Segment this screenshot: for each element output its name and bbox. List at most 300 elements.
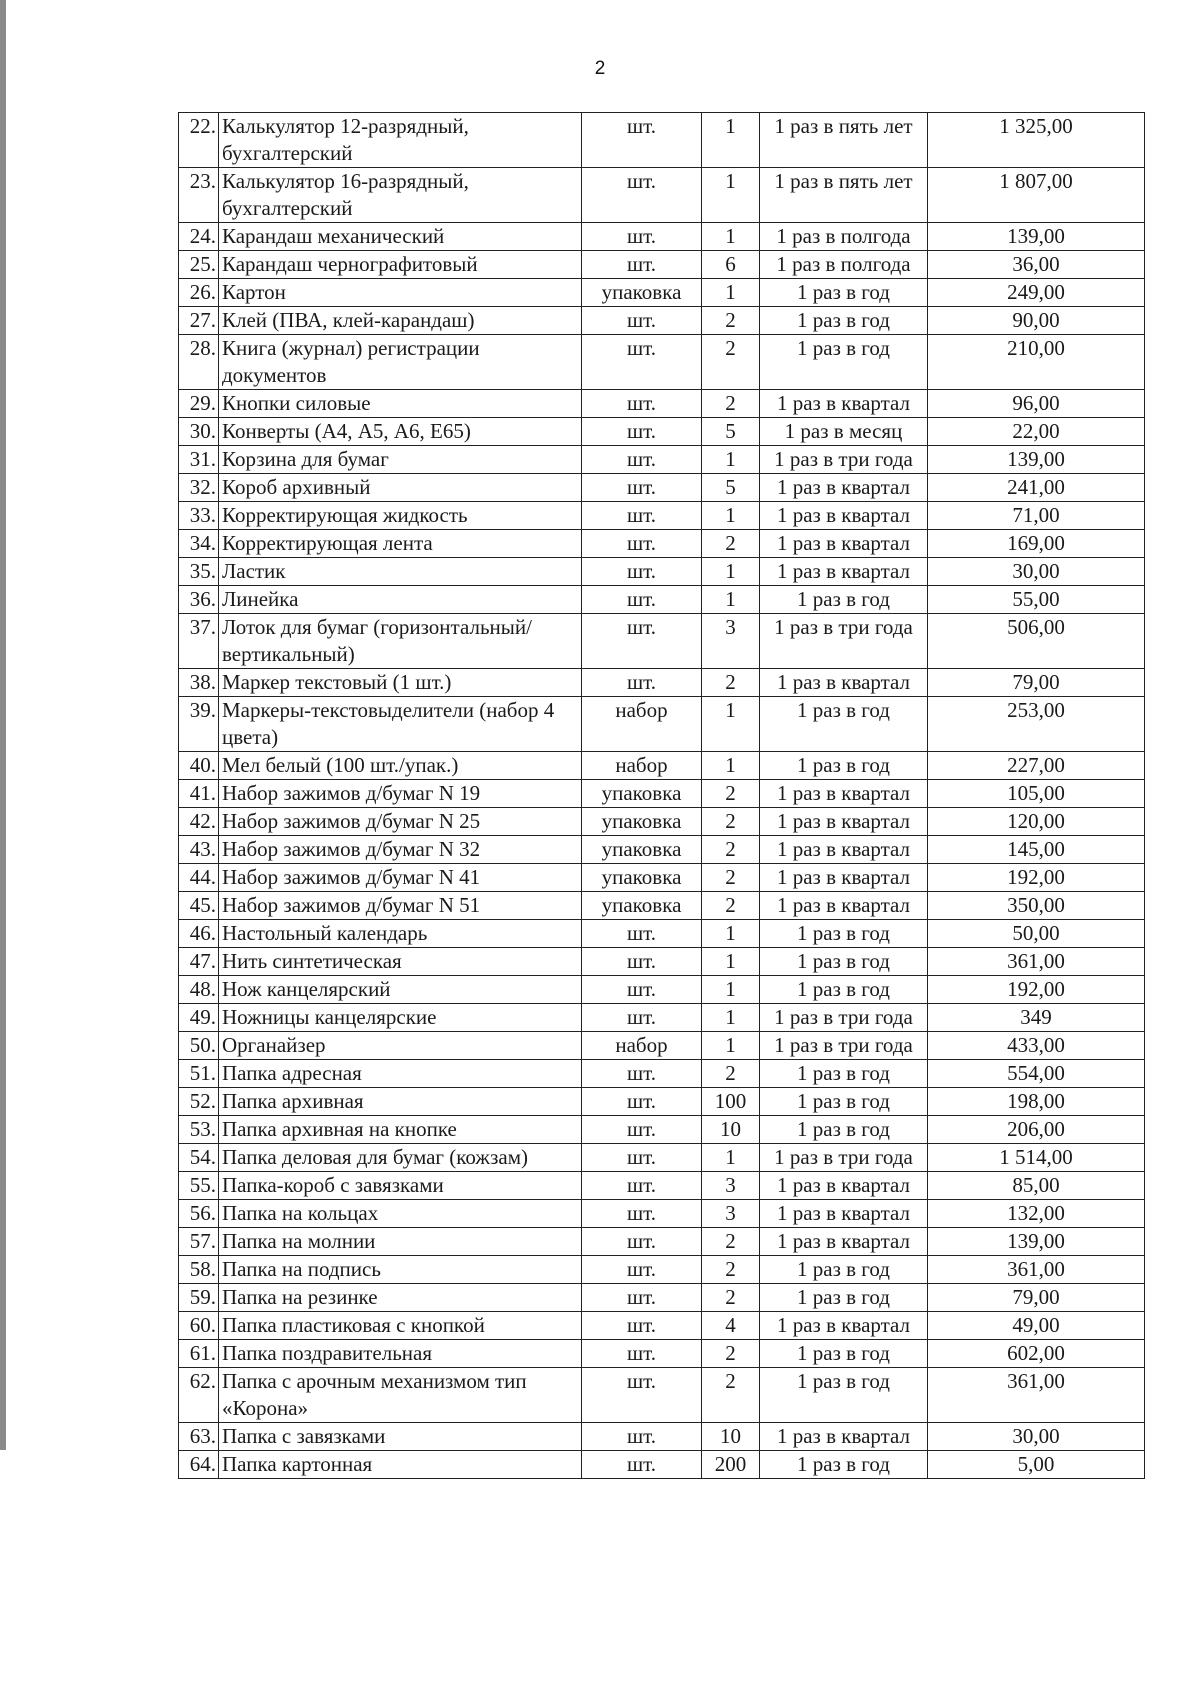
unit-of-measure: шт. — [582, 530, 702, 558]
row-number: 49. — [179, 1004, 219, 1032]
table-row — [179, 752, 1145, 780]
price: 139,00 — [928, 223, 1145, 251]
quantity: 10 — [702, 1423, 760, 1451]
quantity: 1 — [702, 279, 760, 307]
unit-of-measure: упаковка — [582, 780, 702, 808]
price: 120,00 — [928, 808, 1145, 836]
price: 1 325,00 — [928, 113, 1145, 168]
replacement-frequency: 1 раз в год — [760, 586, 928, 614]
price: 139,00 — [928, 446, 1145, 474]
price: 350,00 — [928, 892, 1145, 920]
price: 71,00 — [928, 502, 1145, 530]
item-name: Папка на кольцах — [219, 1200, 582, 1228]
replacement-frequency: 1 раз в квартал — [760, 669, 928, 697]
replacement-frequency: 1 раз в квартал — [760, 892, 928, 920]
item-name: Корректирующая жидкость — [219, 502, 582, 530]
table-row — [179, 1032, 1145, 1060]
replacement-frequency: 1 раз в три года — [760, 614, 928, 669]
price: 361,00 — [928, 1368, 1145, 1423]
item-name: Папка с арочным механизмом тип «Корона» — [219, 1368, 582, 1423]
table-row — [179, 279, 1145, 307]
quantity: 1 — [702, 1144, 760, 1172]
replacement-frequency: 1 раз в год — [760, 697, 928, 752]
table-row — [179, 614, 1145, 669]
unit-of-measure: шт. — [582, 920, 702, 948]
unit-of-measure: шт. — [582, 1228, 702, 1256]
row-number: 59. — [179, 1284, 219, 1312]
unit-of-measure: упаковка — [582, 279, 702, 307]
unit-of-measure: шт. — [582, 1116, 702, 1144]
table-row — [179, 948, 1145, 976]
quantity: 1 — [702, 168, 760, 223]
quantity: 2 — [702, 1256, 760, 1284]
table-row — [179, 1368, 1145, 1423]
row-number: 26. — [179, 279, 219, 307]
replacement-frequency: 1 раз в квартал — [760, 390, 928, 418]
row-number: 36. — [179, 586, 219, 614]
quantity: 1 — [702, 446, 760, 474]
row-number: 47. — [179, 948, 219, 976]
row-number: 42. — [179, 808, 219, 836]
replacement-frequency: 1 раз в квартал — [760, 1423, 928, 1451]
unit-of-measure: шт. — [582, 586, 702, 614]
row-number: 64. — [179, 1451, 219, 1479]
row-number: 37. — [179, 614, 219, 669]
item-name: Карандаш чернографитовый — [219, 251, 582, 279]
price: 1 807,00 — [928, 168, 1145, 223]
quantity: 1 — [702, 920, 760, 948]
scan-edge-mark — [0, 0, 6, 1450]
table-row — [179, 780, 1145, 808]
unit-of-measure: шт. — [582, 669, 702, 697]
item-name: Набор зажимов д/бумаг N 19 — [219, 780, 582, 808]
unit-of-measure: шт. — [582, 1451, 702, 1479]
row-number: 63. — [179, 1423, 219, 1451]
replacement-frequency: 1 раз в квартал — [760, 1172, 928, 1200]
unit-of-measure: шт. — [582, 1004, 702, 1032]
table-row — [179, 446, 1145, 474]
price: 206,00 — [928, 1116, 1145, 1144]
quantity: 10 — [702, 1116, 760, 1144]
quantity: 1 — [702, 223, 760, 251]
quantity: 1 — [702, 586, 760, 614]
price: 5,00 — [928, 1451, 1145, 1479]
item-name: Набор зажимов д/бумаг N 25 — [219, 808, 582, 836]
unit-of-measure: шт. — [582, 614, 702, 669]
table-row — [179, 418, 1145, 446]
quantity: 2 — [702, 836, 760, 864]
table-row — [179, 1200, 1145, 1228]
price: 132,00 — [928, 1200, 1145, 1228]
quantity: 2 — [702, 780, 760, 808]
row-number: 24. — [179, 223, 219, 251]
unit-of-measure: упаковка — [582, 836, 702, 864]
unit-of-measure: шт. — [582, 446, 702, 474]
price: 210,00 — [928, 335, 1145, 390]
row-number: 38. — [179, 669, 219, 697]
row-number: 58. — [179, 1256, 219, 1284]
quantity: 2 — [702, 1060, 760, 1088]
replacement-frequency: 1 раз в квартал — [760, 1200, 928, 1228]
table-row — [179, 1060, 1145, 1088]
price: 30,00 — [928, 1423, 1145, 1451]
item-name: Набор зажимов д/бумаг N 51 — [219, 892, 582, 920]
replacement-frequency: 1 раз в пять лет — [760, 113, 928, 168]
quantity: 2 — [702, 1368, 760, 1423]
row-number: 25. — [179, 251, 219, 279]
item-name: Папка пластиковая с кнопкой — [219, 1312, 582, 1340]
row-number: 33. — [179, 502, 219, 530]
quantity: 2 — [702, 1284, 760, 1312]
row-number: 55. — [179, 1172, 219, 1200]
unit-of-measure: шт. — [582, 168, 702, 223]
price: 433,00 — [928, 1032, 1145, 1060]
unit-of-measure: шт. — [582, 418, 702, 446]
price: 79,00 — [928, 1284, 1145, 1312]
row-number: 51. — [179, 1060, 219, 1088]
row-number: 22. — [179, 113, 219, 168]
quantity: 3 — [702, 1172, 760, 1200]
price: 361,00 — [928, 948, 1145, 976]
item-name: Калькулятор 12-разрядный, бухгалтерский — [219, 113, 582, 168]
replacement-frequency: 1 раз в квартал — [760, 502, 928, 530]
item-name: Папка деловая для бумаг (кожзам) — [219, 1144, 582, 1172]
quantity: 100 — [702, 1088, 760, 1116]
replacement-frequency: 1 раз в квартал — [760, 474, 928, 502]
quantity: 6 — [702, 251, 760, 279]
table-row — [179, 586, 1145, 614]
item-name: Маркер текстовый (1 шт.) — [219, 669, 582, 697]
item-name: Папка картонная — [219, 1451, 582, 1479]
table-row — [179, 669, 1145, 697]
item-name: Линейка — [219, 586, 582, 614]
quantity: 1 — [702, 113, 760, 168]
replacement-frequency: 1 раз в квартал — [760, 530, 928, 558]
item-name: Карандаш механический — [219, 223, 582, 251]
replacement-frequency: 1 раз в год — [760, 1256, 928, 1284]
quantity: 3 — [702, 1200, 760, 1228]
price: 30,00 — [928, 558, 1145, 586]
item-name: Папка архивная — [219, 1088, 582, 1116]
table-row — [179, 1228, 1145, 1256]
table-row — [179, 1116, 1145, 1144]
row-number: 34. — [179, 530, 219, 558]
price: 192,00 — [928, 864, 1145, 892]
page-number: 2 — [594, 58, 606, 79]
item-name: Книга (журнал) регистрации документов — [219, 335, 582, 390]
table-row — [179, 502, 1145, 530]
item-name: Папка на резинке — [219, 1284, 582, 1312]
table-row — [179, 892, 1145, 920]
supplies-table-body — [179, 113, 1145, 1479]
row-number: 61. — [179, 1340, 219, 1368]
item-name: Калькулятор 16-разрядный, бухгалтерский — [219, 168, 582, 223]
table-row — [179, 530, 1145, 558]
row-number: 57. — [179, 1228, 219, 1256]
row-number: 46. — [179, 920, 219, 948]
unit-of-measure: набор — [582, 697, 702, 752]
unit-of-measure: шт. — [582, 502, 702, 530]
unit-of-measure: упаковка — [582, 864, 702, 892]
price: 554,00 — [928, 1060, 1145, 1088]
table-row — [179, 168, 1145, 223]
quantity: 1 — [702, 976, 760, 1004]
row-number: 39. — [179, 697, 219, 752]
unit-of-measure: шт. — [582, 1172, 702, 1200]
replacement-frequency: 1 раз в квартал — [760, 780, 928, 808]
row-number: 50. — [179, 1032, 219, 1060]
quantity: 2 — [702, 669, 760, 697]
row-number: 31. — [179, 446, 219, 474]
table-row — [179, 1144, 1145, 1172]
item-name: Папка на подпись — [219, 1256, 582, 1284]
table-row — [179, 307, 1145, 335]
replacement-frequency: 1 раз в квартал — [760, 1312, 928, 1340]
item-name: Клей (ПВА, клей-карандаш) — [219, 307, 582, 335]
replacement-frequency: 1 раз в три года — [760, 1144, 928, 1172]
price: 241,00 — [928, 474, 1145, 502]
row-number: 52. — [179, 1088, 219, 1116]
unit-of-measure: шт. — [582, 251, 702, 279]
price: 79,00 — [928, 669, 1145, 697]
price: 192,00 — [928, 976, 1145, 1004]
item-name: Органайзер — [219, 1032, 582, 1060]
price: 198,00 — [928, 1088, 1145, 1116]
replacement-frequency: 1 раз в год — [760, 1060, 928, 1088]
quantity: 4 — [702, 1312, 760, 1340]
table-row — [179, 1004, 1145, 1032]
replacement-frequency: 1 раз в полгода — [760, 251, 928, 279]
quantity: 1 — [702, 1004, 760, 1032]
price: 36,00 — [928, 251, 1145, 279]
replacement-frequency: 1 раз в месяц — [760, 418, 928, 446]
unit-of-measure: шт. — [582, 948, 702, 976]
row-number: 56. — [179, 1200, 219, 1228]
row-number: 27. — [179, 307, 219, 335]
price: 96,00 — [928, 390, 1145, 418]
unit-of-measure: шт. — [582, 1284, 702, 1312]
quantity: 2 — [702, 1228, 760, 1256]
unit-of-measure: набор — [582, 752, 702, 780]
price: 55,00 — [928, 586, 1145, 614]
unit-of-measure: шт. — [582, 1144, 702, 1172]
table-row — [179, 1172, 1145, 1200]
quantity: 1 — [702, 697, 760, 752]
quantity: 2 — [702, 307, 760, 335]
row-number: 60. — [179, 1312, 219, 1340]
replacement-frequency: 1 раз в квартал — [760, 808, 928, 836]
row-number: 45. — [179, 892, 219, 920]
row-number: 44. — [179, 864, 219, 892]
quantity: 5 — [702, 418, 760, 446]
replacement-frequency: 1 раз в три года — [760, 1004, 928, 1032]
item-name: Набор зажимов д/бумаг N 41 — [219, 864, 582, 892]
item-name: Корзина для бумаг — [219, 446, 582, 474]
item-name: Папка с завязками — [219, 1423, 582, 1451]
row-number: 28. — [179, 335, 219, 390]
replacement-frequency: 1 раз в год — [760, 920, 928, 948]
replacement-frequency: 1 раз в квартал — [760, 558, 928, 586]
table-row — [179, 836, 1145, 864]
replacement-frequency: 1 раз в квартал — [760, 864, 928, 892]
row-number: 23. — [179, 168, 219, 223]
replacement-frequency: 1 раз в год — [760, 307, 928, 335]
item-name: Папка адресная — [219, 1060, 582, 1088]
item-name: Папка-короб с завязками — [219, 1172, 582, 1200]
replacement-frequency: 1 раз в пять лет — [760, 168, 928, 223]
table-row — [179, 808, 1145, 836]
table-row — [179, 1312, 1145, 1340]
replacement-frequency: 1 раз в три года — [760, 446, 928, 474]
unit-of-measure: шт. — [582, 390, 702, 418]
price: 22,00 — [928, 418, 1145, 446]
unit-of-measure: шт. — [582, 474, 702, 502]
replacement-frequency: 1 раз в квартал — [760, 836, 928, 864]
quantity: 200 — [702, 1451, 760, 1479]
price: 169,00 — [928, 530, 1145, 558]
table-row — [179, 113, 1145, 168]
table-row — [179, 474, 1145, 502]
item-name: Ластик — [219, 558, 582, 586]
price: 85,00 — [928, 1172, 1145, 1200]
unit-of-measure: шт. — [582, 1368, 702, 1423]
unit-of-measure: шт. — [582, 1060, 702, 1088]
price: 49,00 — [928, 1312, 1145, 1340]
replacement-frequency: 1 раз в год — [760, 1451, 928, 1479]
table-row — [179, 558, 1145, 586]
replacement-frequency: 1 раз в год — [760, 1116, 928, 1144]
quantity: 2 — [702, 335, 760, 390]
table-row — [179, 1256, 1145, 1284]
price: 105,00 — [928, 780, 1145, 808]
table-row — [179, 335, 1145, 390]
price: 227,00 — [928, 752, 1145, 780]
quantity: 1 — [702, 948, 760, 976]
row-number: 41. — [179, 780, 219, 808]
quantity: 1 — [702, 558, 760, 586]
replacement-frequency: 1 раз в полгода — [760, 223, 928, 251]
unit-of-measure: шт. — [582, 307, 702, 335]
table-row — [179, 1088, 1145, 1116]
unit-of-measure: набор — [582, 1032, 702, 1060]
price: 139,00 — [928, 1228, 1145, 1256]
item-name: Нить синтетическая — [219, 948, 582, 976]
replacement-frequency: 1 раз в год — [760, 279, 928, 307]
quantity: 1 — [702, 752, 760, 780]
unit-of-measure: упаковка — [582, 808, 702, 836]
row-number: 35. — [179, 558, 219, 586]
replacement-frequency: 1 раз в год — [760, 752, 928, 780]
row-number: 32. — [179, 474, 219, 502]
row-number: 54. — [179, 1144, 219, 1172]
unit-of-measure: шт. — [582, 558, 702, 586]
price: 145,00 — [928, 836, 1145, 864]
unit-of-measure: шт. — [582, 1256, 702, 1284]
item-name: Короб архивный — [219, 474, 582, 502]
item-name: Набор зажимов д/бумаг N 32 — [219, 836, 582, 864]
unit-of-measure: шт. — [582, 1200, 702, 1228]
row-number: 43. — [179, 836, 219, 864]
table-row — [179, 1451, 1145, 1479]
replacement-frequency: 1 раз в год — [760, 1340, 928, 1368]
row-number: 62. — [179, 1368, 219, 1423]
quantity: 1 — [702, 1032, 760, 1060]
item-name: Лоток для бумаг (горизонтальный/вертикальный) — [219, 614, 582, 669]
quantity: 2 — [702, 390, 760, 418]
row-number: 40. — [179, 752, 219, 780]
replacement-frequency: 1 раз в три года — [760, 1032, 928, 1060]
quantity: 2 — [702, 892, 760, 920]
row-number: 48. — [179, 976, 219, 1004]
item-name: Картон — [219, 279, 582, 307]
unit-of-measure: шт. — [582, 976, 702, 1004]
table-row — [179, 251, 1145, 279]
table-row — [179, 1340, 1145, 1368]
table-row — [179, 1423, 1145, 1451]
unit-of-measure: шт. — [582, 1088, 702, 1116]
quantity: 3 — [702, 614, 760, 669]
price: 1 514,00 — [928, 1144, 1145, 1172]
table-row — [179, 697, 1145, 752]
table-row — [179, 864, 1145, 892]
unit-of-measure: шт. — [582, 335, 702, 390]
row-number: 29. — [179, 390, 219, 418]
price: 50,00 — [928, 920, 1145, 948]
table-row — [179, 390, 1145, 418]
price: 249,00 — [928, 279, 1145, 307]
item-name: Ножницы канцелярские — [219, 1004, 582, 1032]
unit-of-measure: шт. — [582, 223, 702, 251]
replacement-frequency: 1 раз в год — [760, 1368, 928, 1423]
unit-of-measure: шт. — [582, 1423, 702, 1451]
replacement-frequency: 1 раз в год — [760, 335, 928, 390]
unit-of-measure: шт. — [582, 113, 702, 168]
replacement-frequency: 1 раз в год — [760, 1088, 928, 1116]
item-name: Конверты (А4, А5, А6, Е65) — [219, 418, 582, 446]
table-row — [179, 223, 1145, 251]
unit-of-measure: шт. — [582, 1340, 702, 1368]
price: 90,00 — [928, 307, 1145, 335]
quantity: 2 — [702, 864, 760, 892]
price: 602,00 — [928, 1340, 1145, 1368]
replacement-frequency: 1 раз в год — [760, 948, 928, 976]
item-name: Кнопки силовые — [219, 390, 582, 418]
quantity: 5 — [702, 474, 760, 502]
supplies-table — [178, 112, 1145, 1479]
quantity: 2 — [702, 808, 760, 836]
quantity: 2 — [702, 1340, 760, 1368]
table-row — [179, 1284, 1145, 1312]
item-name: Мел белый (100 шт./упак.) — [219, 752, 582, 780]
replacement-frequency: 1 раз в год — [760, 1284, 928, 1312]
table-row — [179, 920, 1145, 948]
item-name: Папка поздравительная — [219, 1340, 582, 1368]
replacement-frequency: 1 раз в квартал — [760, 1228, 928, 1256]
table-row — [179, 976, 1145, 1004]
item-name: Папка архивная на кнопке — [219, 1116, 582, 1144]
unit-of-measure: упаковка — [582, 892, 702, 920]
price: 253,00 — [928, 697, 1145, 752]
row-number: 30. — [179, 418, 219, 446]
item-name: Маркеры-текстовыделители (набор 4 цвета) — [219, 697, 582, 752]
price: 506,00 — [928, 614, 1145, 669]
replacement-frequency: 1 раз в год — [760, 976, 928, 1004]
item-name: Корректирующая лента — [219, 530, 582, 558]
item-name: Нож канцелярский — [219, 976, 582, 1004]
item-name: Настольный календарь — [219, 920, 582, 948]
quantity: 2 — [702, 530, 760, 558]
quantity: 1 — [702, 502, 760, 530]
